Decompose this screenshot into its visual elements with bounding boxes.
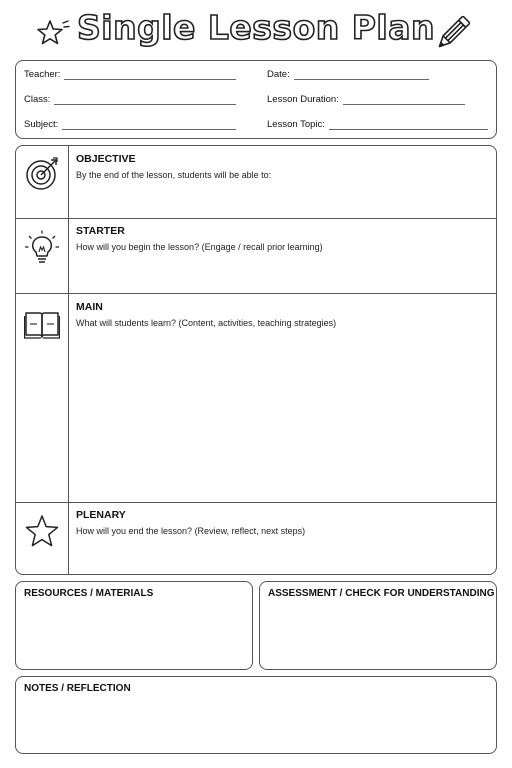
- page-header: [0, 0, 512, 60]
- teacher-label: Teacher:: [24, 69, 61, 80]
- subject-input-line[interactable]: [62, 120, 236, 130]
- icon-column-divider: [68, 146, 69, 574]
- date-label: Date:: [267, 69, 290, 80]
- assessment-box[interactable]: [259, 581, 497, 670]
- teacher-field[interactable]: [24, 69, 236, 80]
- class-field[interactable]: [24, 94, 236, 105]
- section-divider: [16, 502, 496, 503]
- duration-input-line[interactable]: [343, 95, 465, 105]
- date-input-line[interactable]: [294, 70, 429, 80]
- topic-field[interactable]: [267, 119, 488, 130]
- star-icon: [24, 514, 60, 550]
- starter-description: How will you begin the lesson? (Engage / recall prior learning): [76, 242, 323, 252]
- pencil-icon: [432, 12, 474, 54]
- topic-input-line[interactable]: [329, 120, 488, 130]
- target-icon: [24, 156, 60, 192]
- duration-label: Lesson Duration:: [267, 94, 339, 105]
- lightbulb-icon: [24, 230, 60, 266]
- starter-title: STARTER: [76, 225, 125, 237]
- plenary-title: PLENARY: [76, 509, 126, 521]
- objective-title: OBJECTIVE: [76, 153, 136, 165]
- lesson-info-box: [15, 60, 497, 139]
- section-divider: [16, 218, 496, 219]
- class-input-line[interactable]: [54, 95, 236, 105]
- date-field[interactable]: [267, 69, 429, 80]
- teacher-input-line[interactable]: [64, 70, 236, 80]
- subject-field[interactable]: [24, 119, 236, 130]
- objective-description: By the end of the lesson, students will be able to:: [76, 170, 272, 180]
- main-title: MAIN: [76, 301, 103, 313]
- subject-label: Subject:: [24, 119, 59, 130]
- page-title: Single Lesson Plan: [77, 8, 435, 47]
- lesson-plan-box: [15, 145, 497, 575]
- main-description: What will students learn? (Content, activities, teaching strategies): [76, 318, 337, 328]
- resources-box[interactable]: [15, 581, 253, 670]
- resources-title: RESOURCES / MATERIALS: [24, 588, 154, 599]
- notes-box[interactable]: [15, 676, 497, 754]
- duration-field[interactable]: [267, 94, 465, 105]
- section-divider: [16, 293, 496, 294]
- assessment-title: ASSESSMENT / CHECK FOR UNDERSTANDING: [268, 588, 495, 599]
- notes-title: NOTES / REFLECTION: [24, 683, 131, 694]
- class-label: Class:: [24, 94, 51, 105]
- book-icon: [24, 306, 60, 342]
- plenary-description: How will you end the lesson? (Review, reflect, next steps): [76, 526, 306, 536]
- topic-label: Lesson Topic:: [267, 119, 325, 130]
